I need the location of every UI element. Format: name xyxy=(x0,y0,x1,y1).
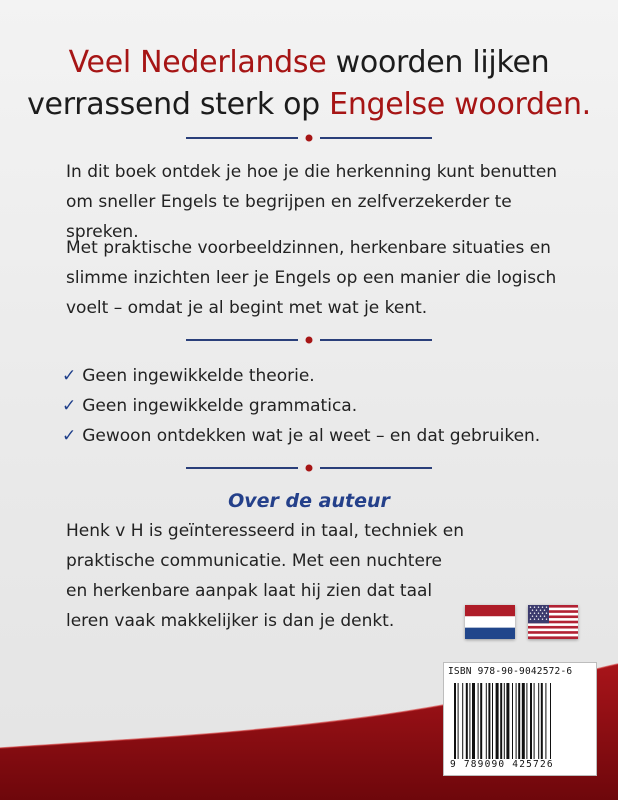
ornament-divider xyxy=(186,334,432,346)
ornament-divider xyxy=(186,132,432,144)
check-item: ✓ Geen ingewikkelde grammatica. xyxy=(62,396,358,416)
headline-line-2: verrassend sterk op Engelse woorden. xyxy=(27,87,591,122)
intro-paragraph-2: Met praktische voorbeeldzinnen, herkenbare situaties en slimme inzichten leer je Engels op een manier die logisch voelt – omdat je al begint met wat je kent. xyxy=(66,238,557,318)
ornament-divider xyxy=(186,462,432,474)
netherlands-flag-icon xyxy=(465,605,515,639)
usa-flag-icon xyxy=(528,605,578,639)
headline-line-1: Veel Nederlandse woorden lijken xyxy=(68,45,550,80)
headline xyxy=(0,42,618,126)
barcode xyxy=(443,662,597,776)
check-item: ✓ Geen ingewikkelde theorie. xyxy=(62,366,315,386)
checkmark-icon: ✓ xyxy=(62,366,77,386)
isbn-label: ISBN 978-90-9042572-6 xyxy=(448,666,573,677)
author-section-title: Over de auteur xyxy=(228,490,390,512)
checkmark-icon: ✓ xyxy=(62,396,77,416)
checkmark-icon: ✓ xyxy=(62,426,77,446)
intro-paragraph-1: In dit boek ontdek je hoe je die herkenning kunt benutten om sneller Engels te begrijpen en zelfverzekerder te spreken. xyxy=(66,162,558,242)
barcode-bars xyxy=(454,683,588,759)
check-item: ✓ Gewoon ontdekken wat je al weet – en dat gebruiken. xyxy=(62,426,541,446)
author-bio: Henk v H is geïnteresseerd in taal, techniek en praktische communicatie. Met een nuchtere en herkenbare aanpak laat hij zien dat taal leren vaak makkelijker is dan je denkt. xyxy=(66,521,464,631)
barcode-digits: 9 789090 425726 xyxy=(450,759,554,770)
